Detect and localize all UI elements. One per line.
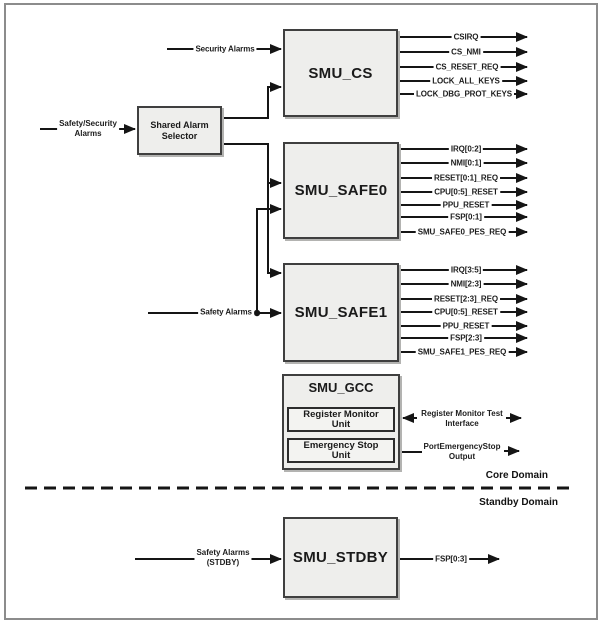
signal-label-safe1-pes-req: SMU_SAFE1_PES_REQ (417, 347, 507, 357)
block-emergency-stop-unit (287, 438, 395, 463)
esu-label-line2: Unit (331, 449, 351, 461)
label-safety-alarms-stdby (194, 548, 251, 568)
signal-label-ppu-reset-s0: PPU_RESET (442, 200, 490, 210)
signal-label-cpu-reset-s1: CPU[0:5]_RESET (434, 307, 498, 317)
block-smu-safe0 (283, 142, 399, 239)
block-shared-alarm-selector (137, 106, 222, 155)
signal-label-ppu-reset-s1: PPU_RESET (442, 321, 490, 331)
label-security-alarms: Security Alarms (195, 44, 255, 54)
shared-alarm-selector-label-line1: Shared Alarm (150, 119, 209, 130)
label-port-emergency-stop-output (422, 442, 503, 462)
label-core-domain: Core Domain (485, 470, 548, 481)
signal-label-irq35: IRQ[3:5] (450, 265, 482, 275)
label-stdby-l2: (STDBY) (206, 558, 240, 567)
signal-label-lock-dbg-prot-keys: LOCK_DBG_PROT_KEYS (416, 89, 512, 99)
signal-label-nmi23: NMI[2:3] (450, 279, 482, 289)
block-register-monitor-unit (287, 407, 395, 432)
signal-label-nmi01: NMI[0:1] (450, 158, 482, 168)
signal-label-safe0-pes-req: SMU_SAFE0_PES_REQ (417, 227, 507, 237)
signal-label-lock-all-keys: LOCK_ALL_KEYS (432, 76, 500, 86)
smu-cs-title: SMU_CS (308, 64, 373, 82)
label-pes-l1: PortEmergencyStop (423, 442, 501, 451)
smu-safe1-title: SMU_SAFE1 (294, 304, 388, 321)
smu-stdby-title: SMU_STDBY (292, 549, 389, 566)
junction-dot (254, 310, 260, 316)
smu-safe0-title: SMU_SAFE0 (294, 182, 388, 199)
signal-label-reset23-req: RESET[2:3]_REQ (434, 294, 498, 304)
block-smu-safe1 (283, 263, 399, 362)
label-safety-security-alarms (57, 119, 119, 139)
label-standby-domain: Standby Domain (479, 497, 558, 508)
signal-label-csirq: CSIRQ (453, 32, 479, 42)
signal-label-cs-reset-req: CS_RESET_REQ (435, 62, 499, 72)
label-register-monitor-test-interface (419, 409, 505, 429)
label-stdby-l1: Safety Alarms (196, 548, 250, 557)
smu-gcc-title: SMU_GCC (308, 380, 374, 395)
rmu-label-line1: Register Monitor (303, 408, 379, 420)
label-safety-security-l2: Alarms (74, 129, 102, 138)
signal-label-irq02: IRQ[0:2] (450, 144, 482, 154)
label-pes-l2: Output (448, 452, 476, 461)
signal-label-fsp23: FSP[2:3] (450, 333, 482, 343)
block-smu-stdby (283, 517, 398, 598)
signal-label-cpu-reset-s0: CPU[0:5]_RESET (434, 187, 498, 197)
rmu-label-line2: Unit (331, 418, 351, 430)
signal-label-fsp01: FSP[0:1] (450, 212, 482, 222)
esu-label-line1: Emergency Stop (303, 439, 379, 451)
wire-selector-to-cs (222, 87, 281, 118)
block-smu-cs (283, 29, 398, 117)
label-rm-test-l1: Register Monitor Test (421, 409, 503, 418)
label-rm-test-l2: Interface (445, 419, 479, 428)
label-safety-security-l1: Safety/Security (59, 119, 117, 128)
label-safety-alarms: Safety Alarms (200, 307, 252, 317)
shared-alarm-selector-label-line2: Selector (161, 130, 198, 141)
signal-label-fsp03: FSP[0:3] (435, 554, 467, 564)
signal-label-reset01-req: RESET[0:1]_REQ (434, 173, 498, 183)
signal-label-cs-nmi: CS_NMI (451, 47, 481, 57)
block-smu-gcc (282, 374, 400, 470)
